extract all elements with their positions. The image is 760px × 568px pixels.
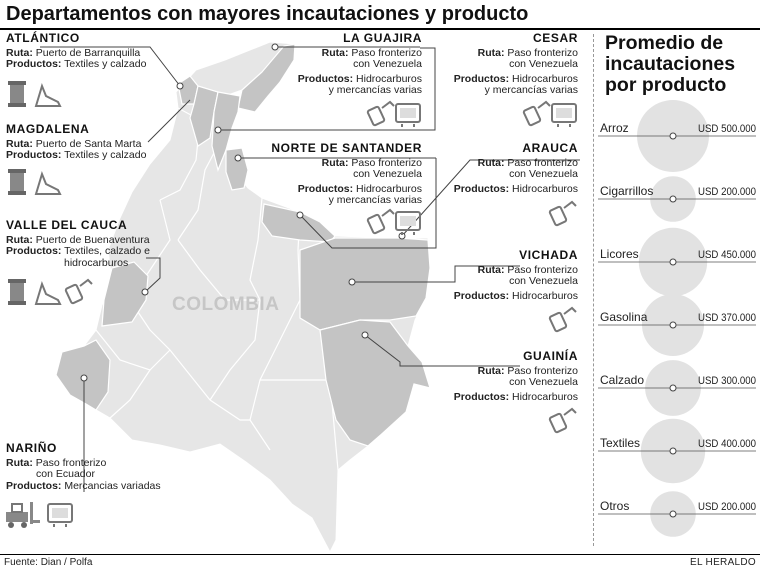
icons-arauca bbox=[548, 198, 578, 228]
region-name: NARIÑO bbox=[6, 441, 57, 455]
products-value: Textiles y calzado bbox=[64, 58, 147, 70]
products-value: Textiles y calzado bbox=[64, 149, 147, 161]
products-label: Productos: bbox=[6, 58, 62, 70]
route-value-cont: con Venezuela bbox=[509, 275, 578, 287]
value-label: USD 200.000 bbox=[698, 186, 756, 198]
products-label: Productos: bbox=[453, 72, 510, 85]
bubble-center-dot bbox=[670, 259, 676, 265]
fuel-pump-icon bbox=[367, 102, 394, 126]
route-label: Ruta: bbox=[477, 263, 505, 276]
route-label: Ruta: bbox=[6, 46, 33, 59]
products-value: Hidrocarburos bbox=[512, 289, 578, 302]
bubble-chart-title bbox=[605, 33, 735, 96]
value-label: USD 300.000 bbox=[698, 375, 756, 387]
value-label: USD 450.000 bbox=[698, 249, 756, 261]
bubble-center-dot bbox=[670, 385, 676, 391]
route-value: Paso fronterizo bbox=[507, 364, 578, 377]
title-line: Promedio de bbox=[605, 32, 724, 54]
route-label: Ruta: bbox=[6, 456, 33, 469]
products-value-cont: y mercancías varias bbox=[484, 84, 578, 96]
route-value: Puerto de Buenaventura bbox=[35, 233, 150, 246]
region-name: CESAR bbox=[532, 31, 578, 45]
card-magdalena bbox=[6, 124, 146, 162]
route-label: Ruta: bbox=[6, 137, 33, 150]
region-vichada bbox=[300, 238, 430, 330]
route-value: Puerto de Barranquilla bbox=[35, 46, 141, 59]
category-label: Textiles bbox=[600, 436, 641, 450]
region-norte-santander bbox=[226, 148, 248, 190]
card-narino bbox=[6, 443, 161, 492]
products-value: Hidrocarburos bbox=[512, 390, 578, 403]
icons-narino bbox=[4, 500, 80, 530]
fuel-pump-icon bbox=[65, 280, 92, 304]
region-name: ARAUCA bbox=[522, 141, 578, 155]
region-name: GUAINÍA bbox=[523, 349, 578, 363]
products-label: Productos: bbox=[6, 479, 62, 492]
chart-title: Departamentos con mayores incautaciones y producto bbox=[6, 3, 529, 25]
category-label: Arroz bbox=[600, 121, 629, 135]
products-value: Mercancias variadas bbox=[64, 479, 161, 492]
value-label: USD 500.000 bbox=[698, 123, 756, 135]
tv-icon bbox=[48, 504, 72, 527]
route-value-cont: con Venezuela bbox=[353, 58, 422, 70]
tv-icon bbox=[552, 104, 576, 127]
shoe-icon bbox=[36, 284, 60, 304]
route-value-cont: con Ecuador bbox=[36, 468, 95, 480]
route-value-cont: con Venezuela bbox=[509, 58, 578, 70]
category-label: Calzado bbox=[600, 373, 645, 387]
thread-icon bbox=[8, 169, 26, 195]
products-value: Hidrocarburos bbox=[512, 182, 578, 195]
region-name: LA GUAJIRA bbox=[343, 31, 422, 45]
icons-cesar bbox=[522, 98, 578, 130]
route-value-cont: con Venezuela bbox=[509, 168, 578, 180]
card-arauca bbox=[454, 143, 578, 195]
products-value: Hidrocarburos bbox=[356, 182, 422, 195]
card-atlantico bbox=[6, 33, 146, 71]
route-label: Ruta: bbox=[477, 364, 505, 377]
route-label: Ruta: bbox=[321, 156, 349, 169]
products-value-cont: hidrocarburos bbox=[64, 256, 129, 269]
card-valle bbox=[6, 220, 150, 269]
icons-norte-santander bbox=[366, 206, 422, 238]
products-value: Hidrocarburos bbox=[356, 72, 422, 85]
source-note: Fuente: Dian / Polfa bbox=[4, 557, 93, 568]
bubble-center-dot bbox=[670, 511, 676, 517]
card-norte-santander bbox=[271, 143, 422, 207]
category-label: Cigarrillos bbox=[600, 184, 654, 198]
products-label: Productos: bbox=[297, 182, 354, 195]
route-value: Puerto de Santa Marta bbox=[35, 137, 142, 150]
bubble-chart bbox=[594, 100, 760, 540]
title-line: incautaciones bbox=[605, 53, 736, 75]
icons-vichada bbox=[548, 304, 578, 334]
products-value-cont: y mercancías varias bbox=[328, 84, 422, 96]
bubble-center-dot bbox=[670, 448, 676, 454]
card-guajira bbox=[298, 33, 422, 97]
bubble-center-dot bbox=[670, 133, 676, 139]
route-label: Ruta: bbox=[477, 156, 505, 169]
brand-label: EL HERALDO bbox=[690, 557, 756, 568]
bubble-center-dot bbox=[670, 322, 676, 328]
fuel-pump-icon bbox=[549, 202, 576, 226]
route-value: Paso fronterizo bbox=[507, 46, 578, 59]
route-value: Paso fronterizo bbox=[35, 456, 107, 469]
icons-magdalena bbox=[6, 166, 66, 196]
card-guainia bbox=[454, 351, 578, 403]
products-value: Textiles, calzado e bbox=[64, 245, 150, 257]
shoe-icon bbox=[36, 86, 60, 106]
route-label: Ruta: bbox=[321, 46, 349, 59]
products-label: Productos: bbox=[453, 289, 510, 302]
fuel-pump-icon bbox=[549, 308, 576, 332]
tv-icon bbox=[396, 212, 420, 235]
card-vichada bbox=[454, 250, 578, 302]
thread-icon bbox=[8, 279, 26, 305]
icons-atlantico bbox=[6, 78, 66, 108]
icons-guajira bbox=[366, 98, 422, 130]
fuel-pump-icon bbox=[523, 102, 550, 126]
fuel-pump-icon bbox=[549, 409, 576, 433]
bubble-center-dot bbox=[670, 196, 676, 202]
fuel-pump-icon bbox=[367, 210, 394, 234]
value-label: USD 400.000 bbox=[698, 438, 756, 450]
footer-rule bbox=[0, 554, 760, 555]
products-label: Productos: bbox=[6, 245, 62, 257]
products-label: Productos: bbox=[6, 149, 62, 161]
route-value-cont: con Venezuela bbox=[509, 376, 578, 388]
route-value: Paso fronterizo bbox=[507, 263, 578, 276]
thread-icon bbox=[8, 81, 26, 107]
region-name: VICHADA bbox=[519, 248, 578, 262]
value-label: USD 200.000 bbox=[698, 501, 756, 513]
card-cesar bbox=[454, 33, 578, 97]
forklift-icon bbox=[6, 502, 40, 528]
title-line: por producto bbox=[605, 74, 727, 96]
route-value-cont: con Venezuela bbox=[353, 168, 422, 180]
route-value: Paso fronterizo bbox=[351, 156, 422, 169]
products-label: Productos: bbox=[297, 72, 354, 85]
category-label: Gasolina bbox=[600, 310, 648, 324]
category-label: Otros bbox=[600, 499, 630, 513]
route-label: Ruta: bbox=[6, 233, 33, 246]
shoe-icon bbox=[36, 174, 60, 194]
category-label: Licores bbox=[600, 247, 639, 261]
region-name: NORTE DE SANTANDER bbox=[271, 141, 422, 155]
products-label: Productos: bbox=[453, 390, 510, 403]
products-value-cont: y mercancías varias bbox=[328, 194, 422, 206]
products-value: Hidrocarburos bbox=[512, 72, 578, 85]
route-value: Paso fronterizo bbox=[351, 46, 422, 59]
route-label: Ruta: bbox=[477, 46, 505, 59]
region-name: VALLE DEL CAUCA bbox=[6, 218, 128, 232]
icons-guainia bbox=[548, 405, 578, 435]
country-label: COLOMBIA bbox=[172, 294, 280, 315]
icons-valle bbox=[6, 276, 96, 306]
region-name: MAGDALENA bbox=[6, 122, 90, 136]
tv-icon bbox=[396, 104, 420, 127]
route-value: Paso fronterizo bbox=[507, 156, 578, 169]
region-name: ATLÁNTICO bbox=[6, 31, 80, 45]
products-label: Productos: bbox=[453, 182, 510, 195]
value-label: USD 370.000 bbox=[698, 312, 756, 324]
region-arauca bbox=[262, 204, 335, 242]
